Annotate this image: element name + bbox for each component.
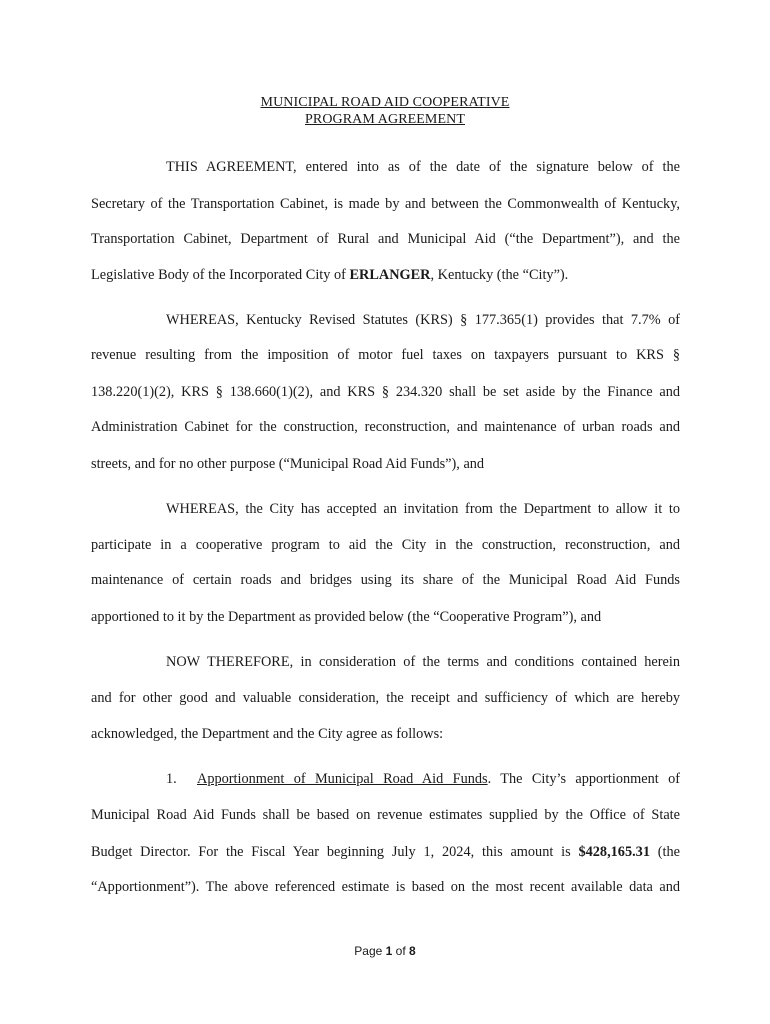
para3-line-2: participate in a cooperative program to aid the City in the construction, reconstruction, and xyxy=(91,537,680,553)
city-name: ERLANGER xyxy=(349,267,431,283)
para1-line-4-text: Legislative Body of the Incorporated City of xyxy=(91,267,350,283)
para1-line-1: THIS AGREEMENT, entered into as of the date of the signature below of the xyxy=(166,159,680,175)
section1-line-2: Municipal Road Aid Funds shall be based on revenue estimates supplied by the Office of State xyxy=(91,807,680,823)
document-title-line-1: MUNICIPAL ROAD AID COOPERATIVE xyxy=(260,95,510,110)
section-number: 1. xyxy=(166,771,177,787)
para4-line-1: NOW THEREFORE, in consideration of the terms and conditions contained herein xyxy=(166,654,680,670)
page-footer xyxy=(0,943,770,959)
para1-line-4-end: , Kentucky (the “City”). xyxy=(430,267,569,283)
para2-line-1: WHEREAS, Kentucky Revised Statutes (KRS) § 177.365(1) provides that 7.7% of xyxy=(166,312,680,328)
para4-line-3: acknowledged, the Department and the City agree as follows: xyxy=(91,726,444,742)
para1-line-3: Transportation Cabinet, Department of Rural and Municipal Aid (“the Department”), and the xyxy=(91,231,680,247)
section1-line-4: “Apportionment”). The above referenced estimate is based on the most recent available data and xyxy=(91,879,680,895)
para2-line-5: streets, and for no other purpose (“Municipal Road Aid Funds”), and xyxy=(91,456,485,472)
page-of-label: of xyxy=(392,944,410,958)
section-heading: Apportionment of Municipal Road Aid Funds xyxy=(197,771,488,787)
para2-line-3: 138.220(1)(2), KRS § 138.660(1)(2), and KRS § 234.320 shall be set aside by the Finance and xyxy=(91,384,680,400)
para4-line-2: and for other good and valuable consideration, the receipt and sufficiency of which are hereby xyxy=(91,690,680,706)
para3-line-4: apportioned to it by the Department as provided below (the “Cooperative Program”), and xyxy=(91,609,602,625)
para3-line-1: WHEREAS, the City has accepted an invitation from the Department to allow it to xyxy=(166,501,680,517)
page-label: Page xyxy=(354,944,386,958)
document-title-line-2: PROGRAM AGREEMENT xyxy=(305,112,465,127)
section1-line-3-end: (the xyxy=(649,844,681,860)
page-current: 1 xyxy=(385,944,393,958)
section1-line-3 xyxy=(91,843,680,861)
apportionment-amount: $428,165.31 xyxy=(578,844,650,860)
page-total: 8 xyxy=(409,944,416,958)
section1-line-1 xyxy=(166,770,680,788)
section1-line-1-text: . The City’s apportionment of xyxy=(487,771,680,787)
para3-line-3: maintenance of certain roads and bridges using its share of the Municipal Road Aid Funds xyxy=(91,572,680,588)
para2-line-4: Administration Cabinet for the construction, reconstruction, and maintenance of urban roads and xyxy=(91,419,680,435)
para1-line-2: Secretary of the Transportation Cabinet, is made by and between the Commonwealth of Kentucky, xyxy=(91,196,680,212)
section1-line-3-text: Budget Director. For the Fiscal Year beginning July 1, 2024, this amount is xyxy=(91,844,579,860)
para2-line-2: revenue resulting from the imposition of motor fuel taxes on taxpayers pursuant to KRS § xyxy=(91,347,680,363)
para1-line-4 xyxy=(91,266,680,284)
